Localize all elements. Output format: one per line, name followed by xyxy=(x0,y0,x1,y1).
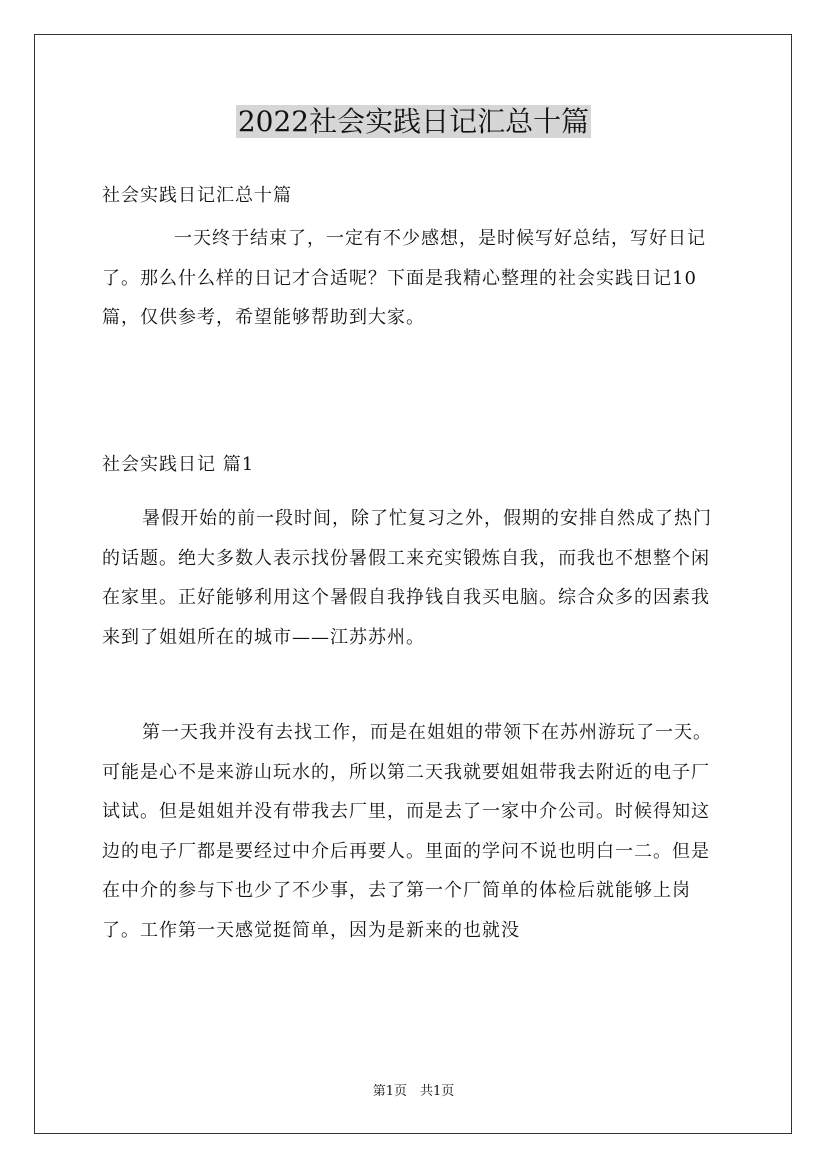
section-heading: 社会实践日记 篇1 xyxy=(102,454,255,475)
body-paragraph-1 xyxy=(102,499,728,657)
intro-text: 一天终于结束了，一定有不少感想，是时候写好总结，写好日记了。那么什么样的日记才合适呢？下面是我精心整理的社会实践日记10篇，仅供参考，希望能够帮助到大家。 xyxy=(102,228,706,328)
page-footer: 第1页 共1页 xyxy=(372,1084,455,1099)
document-subtitle: 社会实践日记汇总十篇 xyxy=(102,185,292,206)
document-title-text: 2022社会实践日记汇总十篇 xyxy=(237,105,590,138)
document-title xyxy=(0,100,827,144)
body-paragraph-2 xyxy=(102,713,728,950)
intro-paragraph xyxy=(102,219,728,338)
paragraph-text: 暑假开始的前一段时间，除了忙复习之外，假期的安排自然成了热门的话题。绝大多数人表示找份暑假工来充实锻炼自我，而我也不想整个闲在家里。正好能够利用这个暑假自我挣钱自我买电脑。综合众多的因素我来到了姐姐所在的城市——江苏苏州。 xyxy=(102,508,712,648)
paragraph-text: 第一天我并没有去找工作，而是在姐姐的带领下在苏州游玩了一天。可能是心不是来游山玩水的，所以第二天我就要姐姐带我去附近的电子厂试试。但是姐姐并没有带我去厂里，而是去了一家中介公司。时候得知这边的电子厂都是要经过中介后再要人。里面的学问不说也明白一二。但是在中介的参与下也少了不少事，去了第一个厂简单的体检后就能够上岗了。工作第一天感觉挺简单，因为是新来的也就没 xyxy=(102,722,712,941)
